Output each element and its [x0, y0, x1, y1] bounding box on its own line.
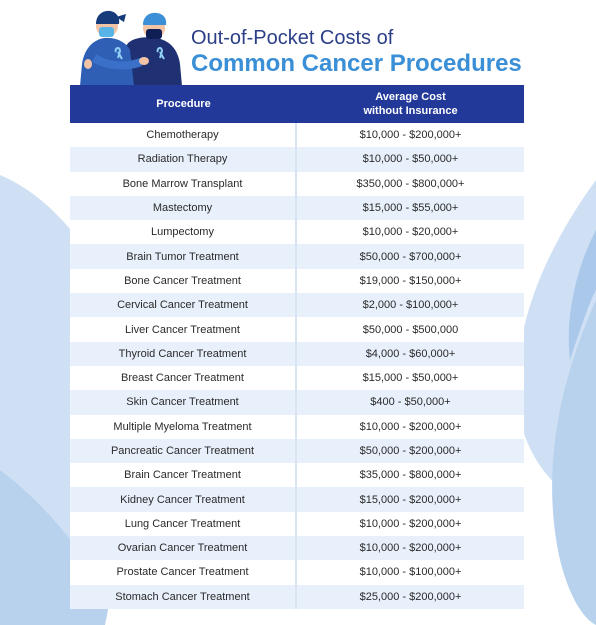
cost-cell: $15,000 - $50,000+ [297, 366, 524, 390]
table-row [70, 585, 524, 609]
cost-column-header [297, 85, 524, 123]
cost-cell: $10,000 - $100,000+ [297, 560, 524, 584]
table-row [70, 172, 524, 196]
table-row [70, 390, 524, 414]
cost-cell: $350,000 - $800,000+ [297, 172, 524, 196]
procedure-cell: Liver Cancer Treatment [70, 317, 297, 341]
cost-cell: $15,000 - $200,000+ [297, 487, 524, 511]
table-row [70, 415, 524, 439]
cost-cell: $50,000 - $200,000+ [297, 439, 524, 463]
table-row [70, 293, 524, 317]
table-row [70, 220, 524, 244]
cost-cell: $10,000 - $20,000+ [297, 220, 524, 244]
title-line-2: Common Cancer Procedures [191, 50, 522, 77]
procedure-cell: Cervical Cancer Treatment [70, 293, 297, 317]
procedure-cell: Brain Cancer Treatment [70, 463, 297, 487]
table-row [70, 342, 524, 366]
table-row [70, 560, 524, 584]
table-row [70, 487, 524, 511]
cost-cell: $15,000 - $55,000+ [297, 196, 524, 220]
cost-header-line-1: Average Cost [375, 91, 446, 103]
cost-cell: $10,000 - $200,000+ [297, 415, 524, 439]
cost-cell: $50,000 - $700,000+ [297, 244, 524, 268]
cost-cell: $25,000 - $200,000+ [297, 585, 524, 609]
cost-cell: $10,000 - $200,000+ [297, 512, 524, 536]
cost-cell: $4,000 - $60,000+ [297, 342, 524, 366]
patient-and-doctor-illustration [74, 4, 186, 86]
table-header-row [70, 85, 524, 123]
table-row [70, 439, 524, 463]
cost-cell: $2,000 - $100,000+ [297, 293, 524, 317]
cost-table [70, 85, 524, 609]
procedure-cell: Skin Cancer Treatment [70, 390, 297, 414]
cost-header-line-2: without Insurance [363, 105, 458, 117]
table-row [70, 536, 524, 560]
table-row [70, 269, 524, 293]
procedure-cell: Bone Cancer Treatment [70, 269, 297, 293]
page-title [191, 26, 522, 78]
cost-cell: $10,000 - $200,000+ [297, 123, 524, 147]
table-row [70, 123, 524, 147]
table-row [70, 244, 524, 268]
cost-cell: $19,000 - $150,000+ [297, 269, 524, 293]
procedure-column-header: Procedure [70, 85, 297, 123]
procedure-cell: Breast Cancer Treatment [70, 366, 297, 390]
cost-cell: $50,000 - $500,000 [297, 317, 524, 341]
table-row [70, 317, 524, 341]
cost-cell: $35,000 - $800,000+ [297, 463, 524, 487]
title-line-1: Out-of-Pocket Costs of [191, 27, 394, 49]
procedure-cell: Multiple Myeloma Treatment [70, 415, 297, 439]
procedure-cell: Thyroid Cancer Treatment [70, 342, 297, 366]
table-row [70, 463, 524, 487]
procedure-cell: Chemotherapy [70, 123, 297, 147]
procedure-cell: Pancreatic Cancer Treatment [70, 439, 297, 463]
table-row [70, 366, 524, 390]
table-row [70, 196, 524, 220]
procedure-cell: Ovarian Cancer Treatment [70, 536, 297, 560]
cost-cell: $10,000 - $200,000+ [297, 536, 524, 560]
procedure-cell: Brain Tumor Treatment [70, 244, 297, 268]
procedure-cell: Radiation Therapy [70, 147, 297, 171]
procedure-cell: Lung Cancer Treatment [70, 512, 297, 536]
cost-cell: $10,000 - $50,000+ [297, 147, 524, 171]
procedure-cell: Bone Marrow Transplant [70, 172, 297, 196]
table-row [70, 147, 524, 171]
cost-cell: $400 - $50,000+ [297, 390, 524, 414]
procedure-cell: Kidney Cancer Treatment [70, 487, 297, 511]
procedure-cell: Stomach Cancer Treatment [70, 585, 297, 609]
procedure-cell: Prostate Cancer Treatment [70, 560, 297, 584]
procedure-cell: Lumpectomy [70, 220, 297, 244]
procedure-cell: Mastectomy [70, 196, 297, 220]
table-row [70, 512, 524, 536]
